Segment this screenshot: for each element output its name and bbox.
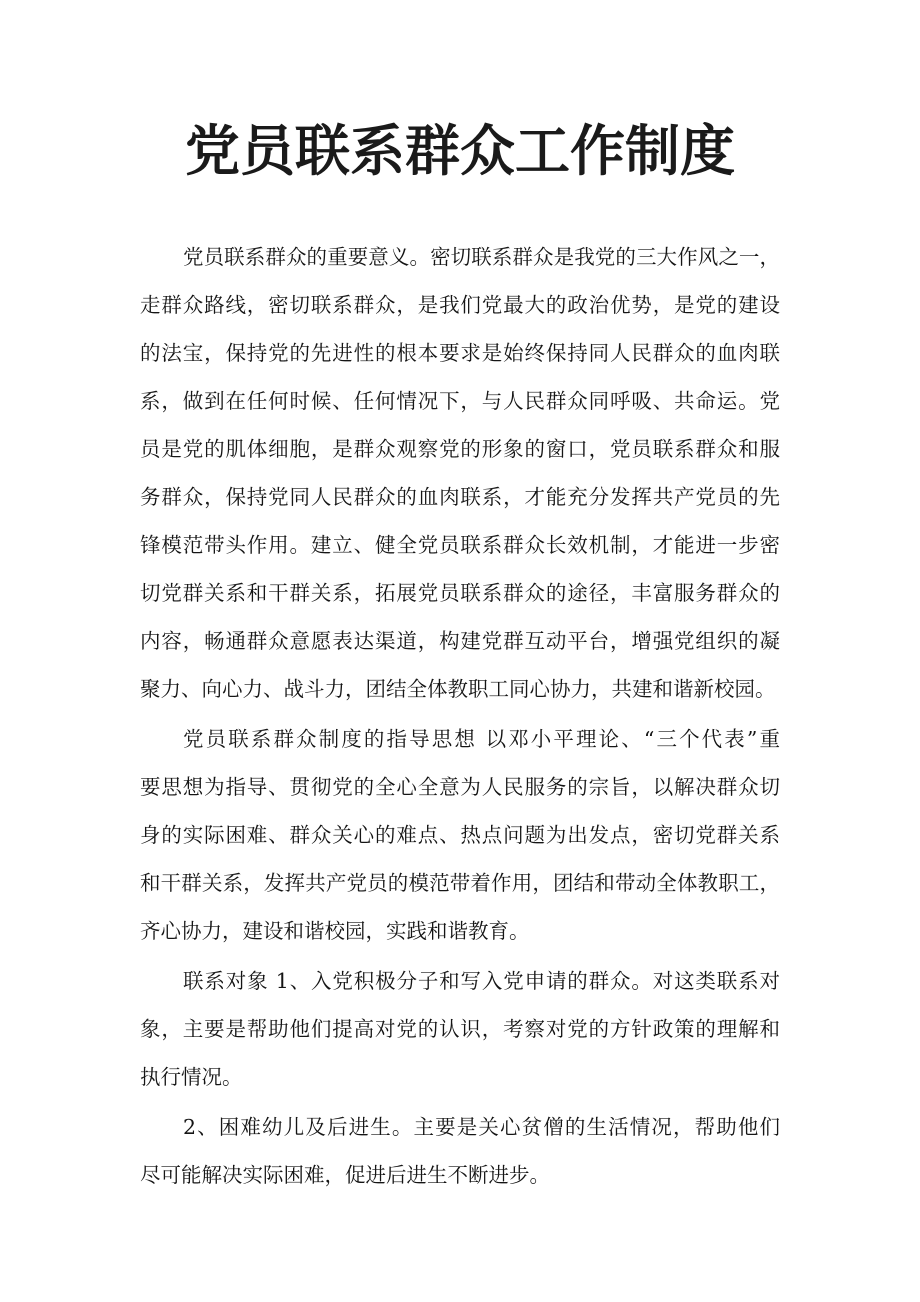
text-line: 聚力、向心力、战斗力，团结全体教职工同心协力，共建和谐新校园。 xyxy=(140,677,776,701)
document-title: 党员联系群众工作制度 xyxy=(184,118,735,183)
text-line: 身的实际困难、群众关心的难点、热点问题为出发点，密切党群关系 xyxy=(140,823,780,847)
text-line: 锋模范带头作用。建立、健全党员联系群众长效机制，才能进一步密 xyxy=(140,533,780,557)
text-line: 象，主要是帮助他们提高对党的认识，考察对党的方针政策的理解和 xyxy=(140,1017,780,1041)
text-line: 联系对象 1、入党积极分子和写入党申请的群众。对这类联系对 xyxy=(183,969,780,993)
text-line: 员是党的肌体细胞，是群众观察党的形象的窗口，党员联系群众和服 xyxy=(140,437,780,461)
text-line: 尽可能解决实际困难，促进后进生不断进步。 xyxy=(140,1163,550,1187)
text-line: 2、困难幼儿及后进生。主要是关心贫僧的生活情况，帮助他们 xyxy=(183,1115,780,1139)
text-line: 党员联系群众的重要意义。密切联系群众是我党的三大作风之一， xyxy=(183,245,780,269)
text-line: 的法宝，保持党的先进性的根本要求是始终保持同人民群众的血肉联 xyxy=(140,341,780,365)
text-line: 系，做到在任何时候、任何情况下，与人民群众同呼吸、共命运。党 xyxy=(140,389,780,413)
text-line: 要思想为指导、贯彻党的全心全意为人民服务的宗旨，以解决群众切 xyxy=(140,775,780,799)
text-line: 和干群关系，发挥共产党员的模范带着作用，团结和带动全体教职工， xyxy=(140,871,780,895)
paragraph-contact-targets xyxy=(140,957,780,1101)
text-line: 走群众路线，密切联系群众，是我们党最大的政治优势，是党的建设 xyxy=(140,293,780,317)
paragraph-struggling-students xyxy=(140,1103,780,1199)
text-line: 务群众，保持党同人民群众的血肉联系，才能充分发挥共产党员的先 xyxy=(140,485,780,509)
paragraph-significance xyxy=(140,233,780,713)
text-line: 执行情况。 xyxy=(140,1065,243,1089)
document-body xyxy=(140,233,780,1201)
text-line: 党员联系群众制度的指导思想 以邓小平理论、“三个代表”重 xyxy=(183,727,780,751)
paragraph-guiding-ideology xyxy=(140,715,780,955)
text-line: 齐心协力，建设和谐校园，实践和谐教育。 xyxy=(140,919,530,943)
text-line: 内容，畅通群众意愿表达渠道，构建党群互动平台，增强党组织的凝 xyxy=(140,629,780,653)
text-line: 切党群关系和干群关系，拓展党员联系群众的途径，丰富服务群众的 xyxy=(140,581,780,605)
